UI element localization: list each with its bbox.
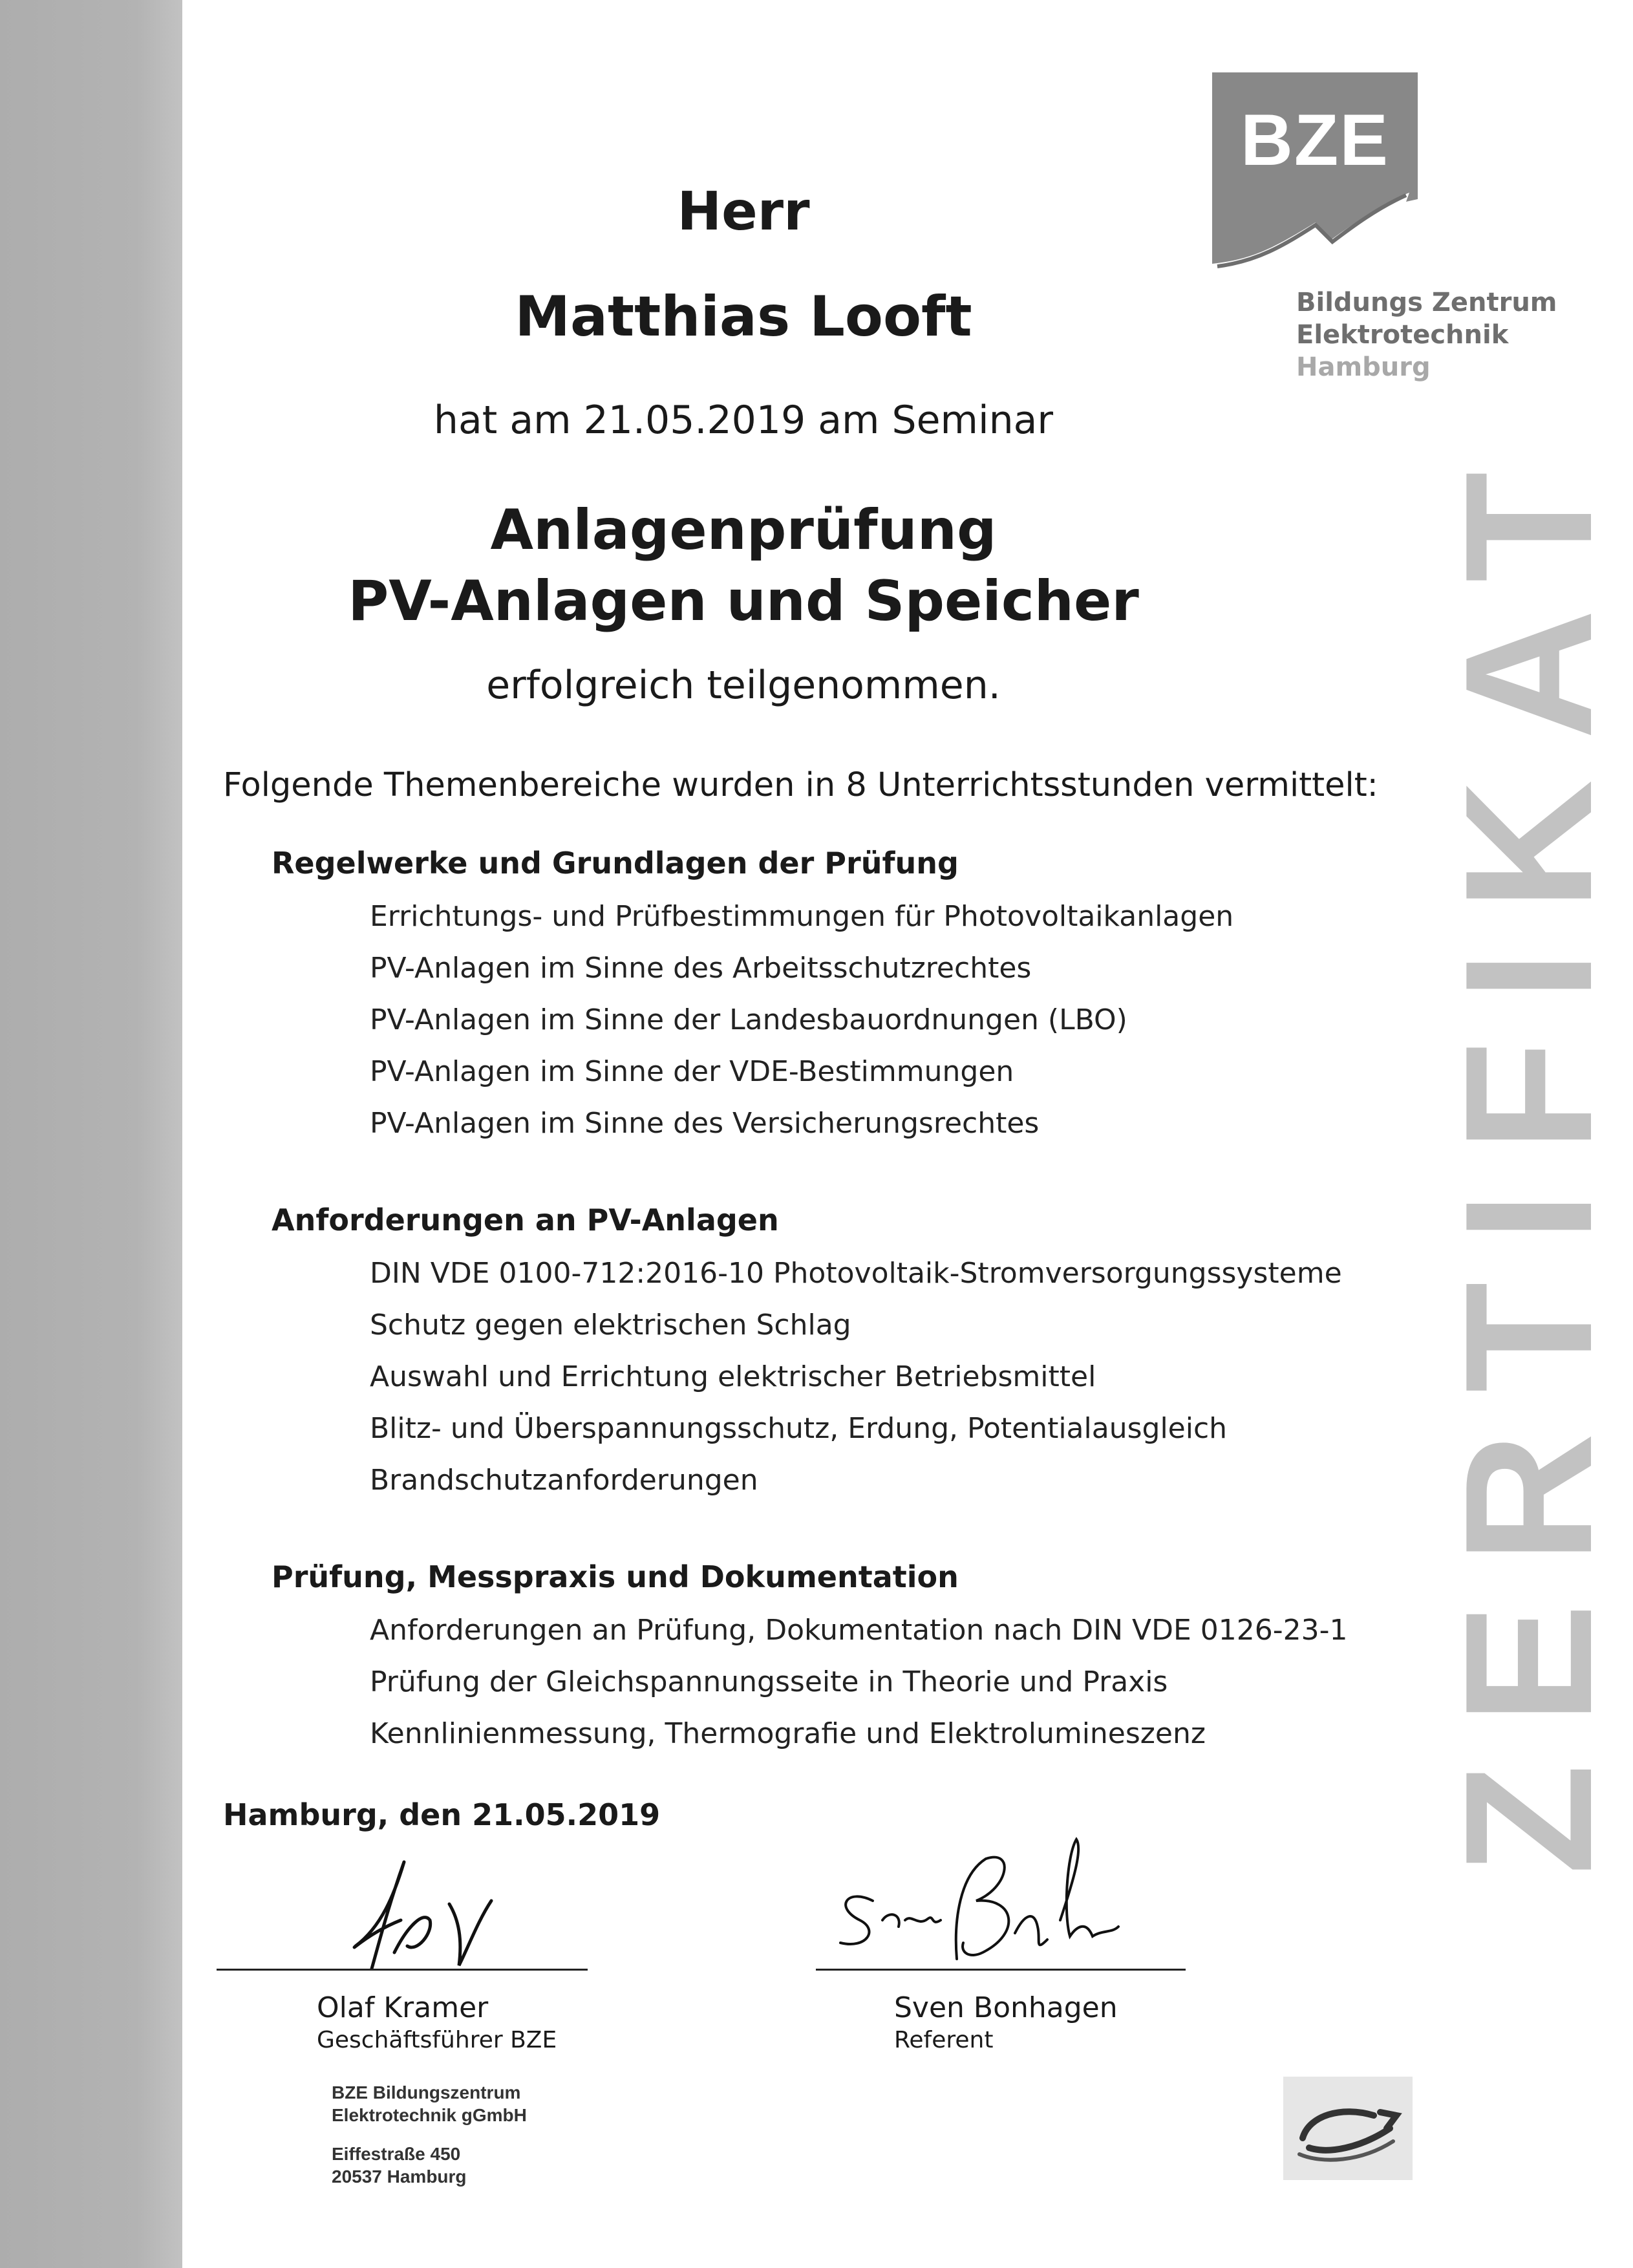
left-side-band [0, 0, 182, 2268]
section-list [370, 1605, 1347, 1760]
signatory-name: Sven Bonhagen [894, 1991, 1118, 2024]
address-line: BZE Bildungszentrum [332, 2082, 521, 2102]
list-item: Anforderungen an Prüfung, Dokumentation nach DIN VDE 0126-23-1 [370, 1614, 1348, 1647]
logo-subtitle-line1: Bildungs Zentrum [1296, 288, 1557, 317]
section-heading: Prüfung, Messpraxis und Dokumentation [272, 1559, 959, 1594]
signatory-role: Geschäftsführer BZE [317, 2027, 557, 2053]
signatory-role: Referent [894, 2027, 994, 2053]
logo-wave-icon [1212, 72, 1418, 278]
signature-sven-bonhagen [821, 1823, 1131, 1991]
signature-line [816, 1969, 1186, 1971]
list-item: PV-Anlagen im Sinne des Arbeitsschutzrechtes [370, 952, 1032, 985]
address-line: Elektrotechnik gGmbH [332, 2105, 527, 2125]
course-title-line2: PV-Anlagen und Speicher [348, 569, 1139, 634]
signature-line [217, 1969, 588, 1971]
logo-mark: BZE [1241, 100, 1389, 180]
salutation: Herr [677, 181, 810, 242]
bze-logo [1212, 72, 1418, 278]
address-line: 20537 Hamburg [332, 2166, 467, 2187]
section-list [370, 1248, 1342, 1506]
signature-olaf-kramer [310, 1849, 517, 1978]
list-item: Schutz gegen elektrischen Schlag [370, 1309, 851, 1342]
list-item: DIN VDE 0100-712:2016-10 Photovoltaik-Stromversorgungssysteme [370, 1257, 1342, 1290]
logo-subtitle-line2: Elektrotechnik [1296, 320, 1509, 350]
list-item: PV-Anlagen im Sinne des Versicherungsrechtes [370, 1107, 1040, 1140]
list-item: Errichtungs- und Prüfbestimmungen für Photovoltaikanlagen [370, 900, 1234, 933]
course-title-line1: Anlagenprüfung [490, 498, 997, 562]
section-heading: Anforderungen an PV-Anlagen [272, 1203, 779, 1237]
outro-text: erfolgreich teilgenommen. [486, 663, 1001, 708]
zertifikat-watermark: ZERTIFIKAT [1428, 431, 1630, 1875]
list-item: Brandschutzanforderungen [370, 1464, 758, 1497]
place-date: Hamburg, den 21.05.2019 [223, 1797, 661, 1832]
list-item: Prüfung der Gleichspannungsseite in Theorie und Praxis [370, 1665, 1168, 1698]
signatory-name: Olaf Kramer [317, 1991, 489, 2024]
list-item: Blitz- und Überspannungsschutz, Erdung, Potentialausgleich [370, 1412, 1228, 1445]
list-item: PV-Anlagen im Sinne der VDE-Bestimmungen [370, 1055, 1014, 1088]
section-heading: Regelwerke und Grundlagen der Prüfung [272, 846, 959, 881]
themen-intro: Folgende Themenbereiche wurden in 8 Unterrichtsstunden vermittelt: [223, 766, 1378, 804]
logo-subtitle-line3: Hamburg [1296, 352, 1431, 382]
participant-name: Matthias Looft [515, 284, 972, 349]
intro-text: hat am 21.05.2019 am Seminar [433, 398, 1054, 443]
list-item: Kennlinienmessung, Thermografie und Elektrolumineszenz [370, 1717, 1206, 1750]
list-item: Auswahl und Errichtung elektrischer Betriebsmittel [370, 1360, 1096, 1393]
bze-swirl-icon [1283, 2077, 1413, 2180]
section-list [370, 891, 1233, 1150]
address-line: Eiffestraße 450 [332, 2144, 461, 2164]
list-item: PV-Anlagen im Sinne der Landesbauordnungen (LBO) [370, 1003, 1127, 1036]
